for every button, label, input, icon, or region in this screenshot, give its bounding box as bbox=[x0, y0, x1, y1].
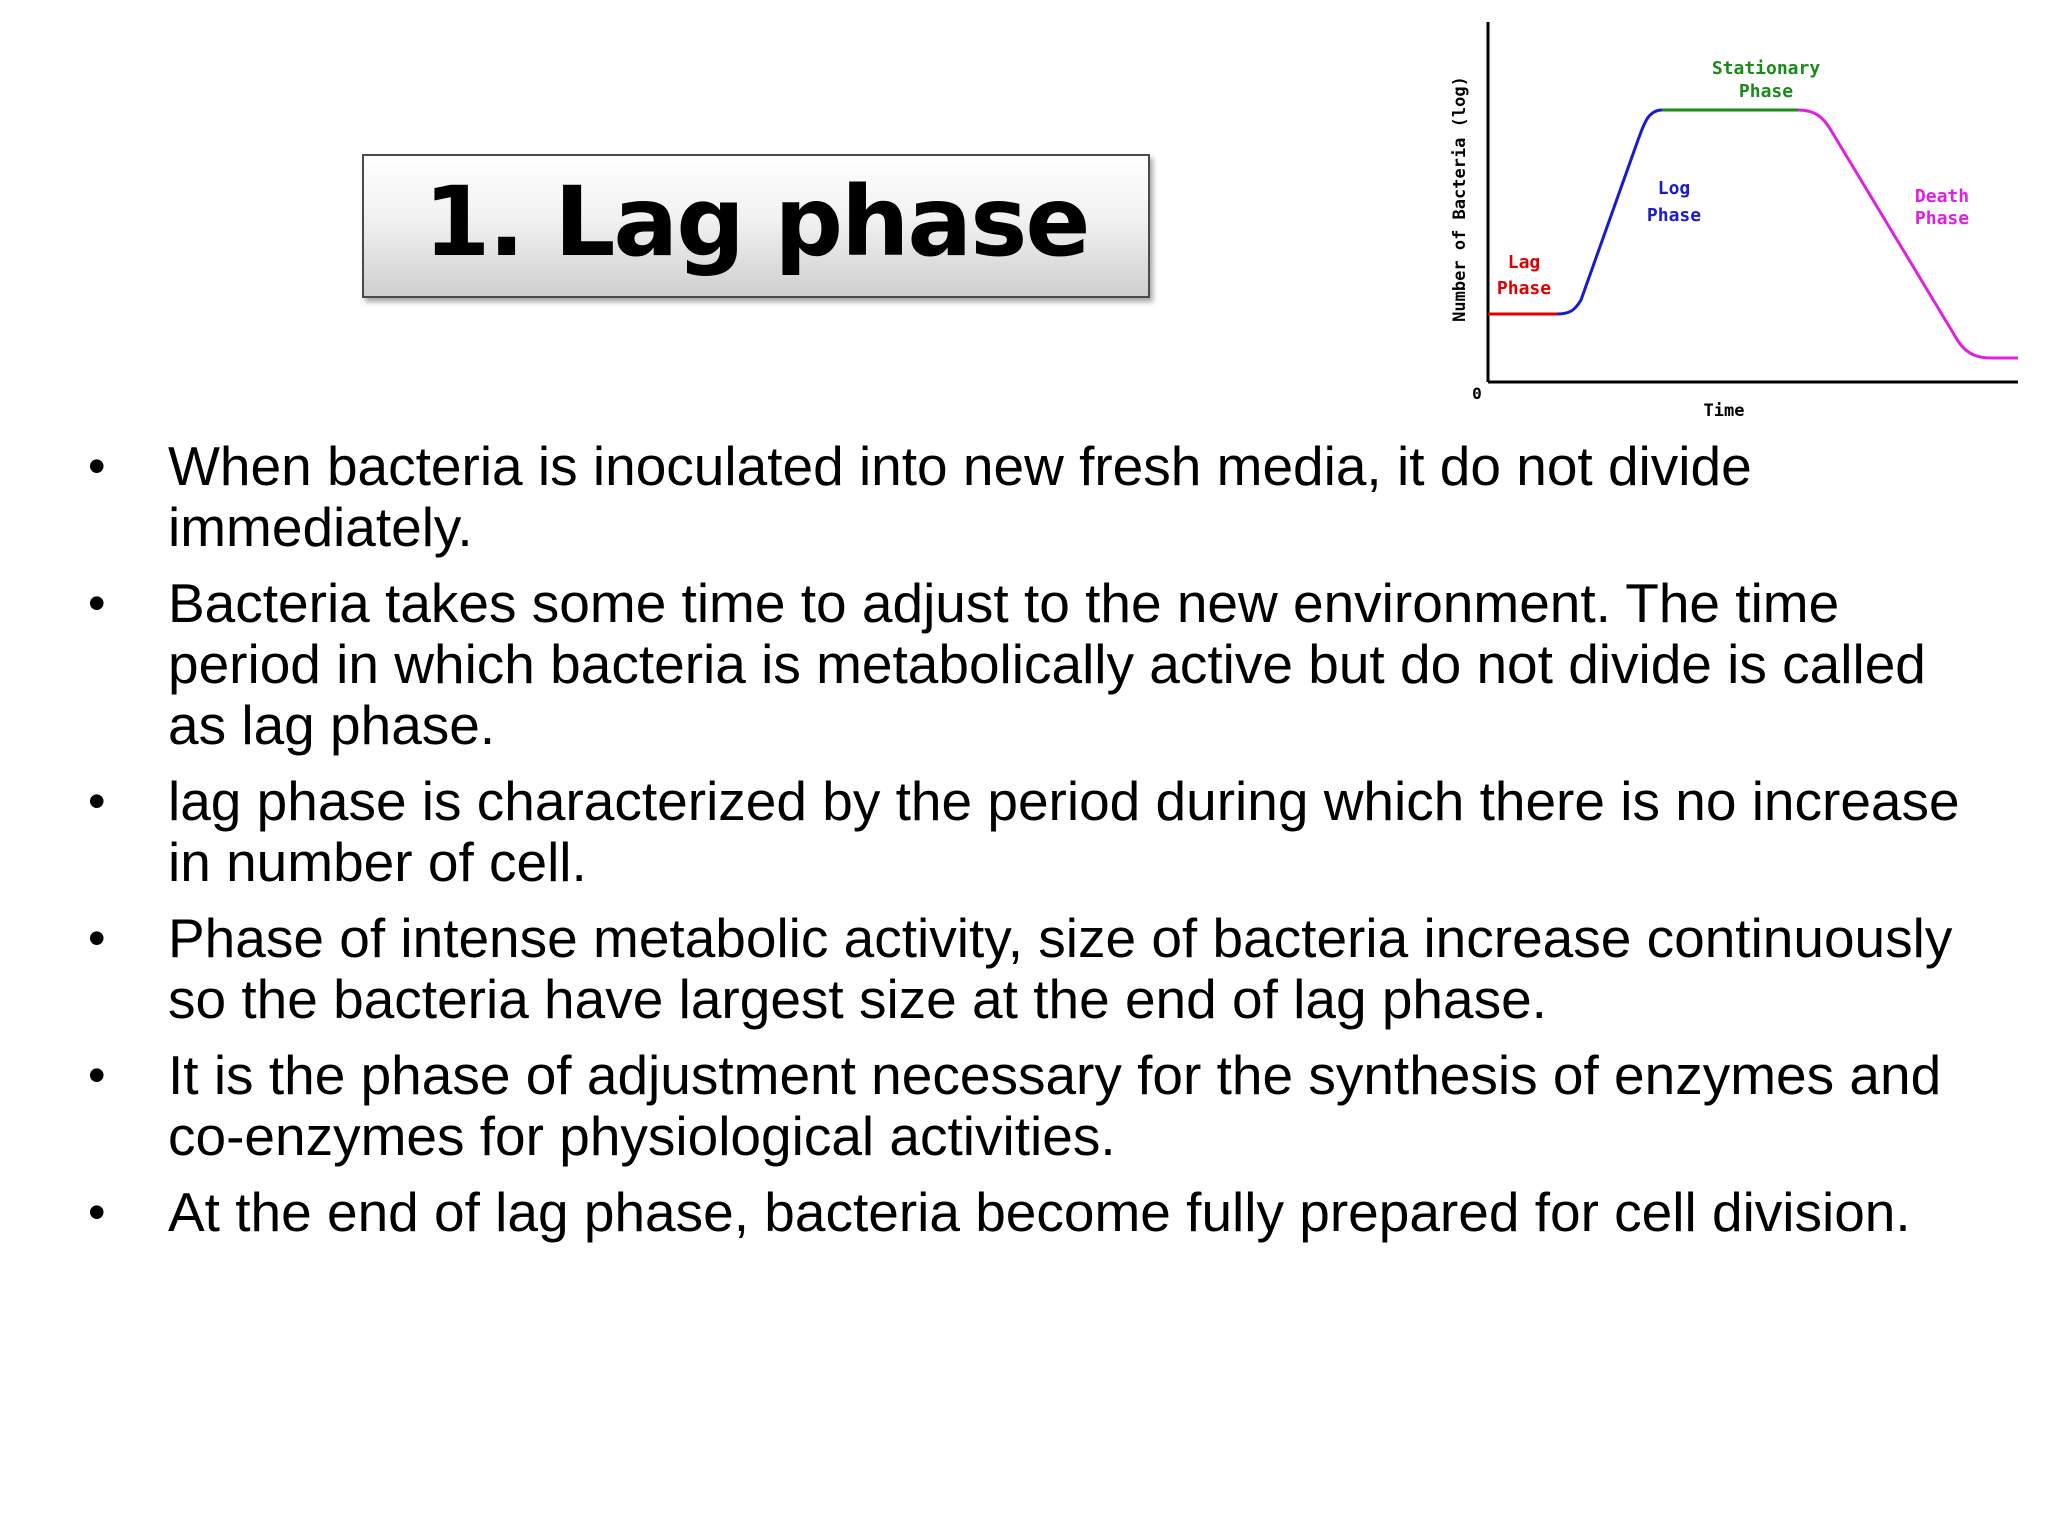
bullet-marker: • bbox=[88, 575, 106, 631]
stationary-phase-label-line1: Stationary bbox=[1711, 58, 1821, 79]
bullet-item bbox=[80, 908, 1980, 1030]
x-axis-label: Time bbox=[1703, 401, 1745, 421]
y-axis-label: Number of Bacteria (log) bbox=[1450, 76, 1470, 322]
bullet-text: lag phase is characterized by the period during which there is no increase in number of cell. bbox=[168, 770, 1960, 893]
log-phase-label-line1: Log bbox=[1657, 178, 1691, 199]
death-phase-line bbox=[1798, 110, 2018, 358]
bullet-item bbox=[80, 771, 1980, 893]
bullet-text: Bacteria takes some time to adjust to the new environment. The time period in which bacteria is metabolically active but do not divide is called as lag phase. bbox=[168, 572, 1926, 756]
bullet-text: At the end of lag phase, bacteria become fully prepared for cell division. bbox=[168, 1181, 1911, 1243]
death-phase-label-line1: Death bbox=[1914, 186, 1970, 207]
bullet-text: When bacteria is inoculated into new fresh media, it do not divide immediately. bbox=[168, 435, 1752, 558]
bullet-text: It is the phase of adjustment necessary for the synthesis of enzymes and co-enzymes for physiological activities. bbox=[168, 1044, 1942, 1167]
bullet-marker: • bbox=[88, 1047, 106, 1103]
bullet-item bbox=[80, 1182, 1980, 1243]
bullet-text: Phase of intense metabolic activity, size of bacteria increase continuously so the bacteria have largest size at the end of lag phase. bbox=[168, 907, 1953, 1030]
bullet-marker: • bbox=[88, 1184, 106, 1240]
log-phase-label-line2: Phase bbox=[1646, 205, 1702, 226]
bullet-marker: • bbox=[88, 910, 106, 966]
bullet-marker: • bbox=[88, 773, 106, 829]
lag-phase-label-line2: Phase bbox=[1496, 278, 1552, 299]
bullet-list bbox=[80, 436, 1980, 1258]
bullet-item bbox=[80, 573, 1980, 756]
death-phase-label-line2: Phase bbox=[1914, 208, 1970, 229]
lag-phase-label-line1: Lag bbox=[1507, 252, 1541, 273]
origin-label: 0 bbox=[1472, 384, 1482, 403]
growth-curve-chart bbox=[1440, 16, 2020, 426]
stationary-phase-label-line2: Phase bbox=[1738, 81, 1794, 102]
title-box bbox=[362, 154, 1150, 298]
bullet-marker: • bbox=[88, 438, 106, 494]
bullet-item bbox=[80, 436, 1980, 558]
slide-title: 1. Lag phase bbox=[423, 166, 1089, 278]
bullet-item bbox=[80, 1045, 1980, 1167]
